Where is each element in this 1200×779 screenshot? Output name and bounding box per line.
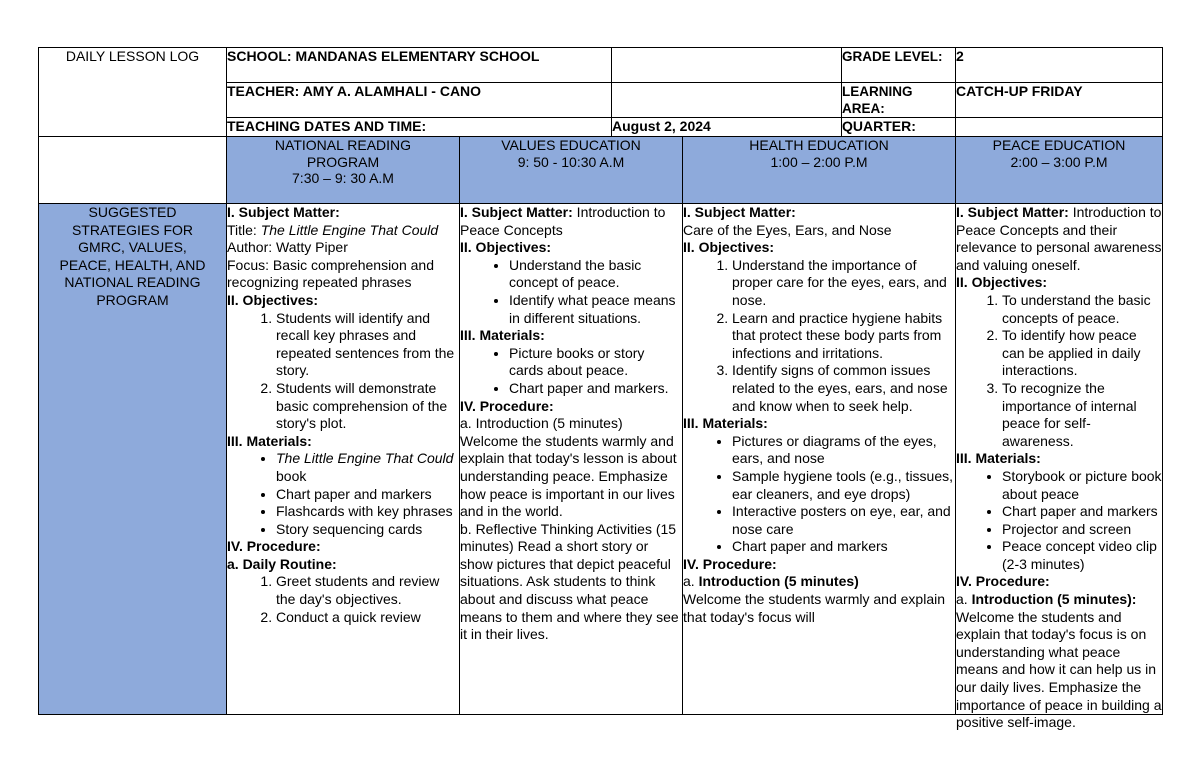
teaching-dates-value: August 2, 2024 <box>612 118 842 137</box>
list-item: 1. Students will identify and recall key phrases and repeated sentences from the story. <box>276 310 459 380</box>
health-plan-cell: I. Subject Matter: Care of the Eyes, Ears, and Nose II. Objectives: 1. Understand the importance of proper care for the eyes, ears, and nose. 2. Learn and practice hygiene habits that protect these body parts from infections and irritations. 3. Identify signs of common issues related to the eyes, ears, and nose and know when to seek help. III. Materials: • Pictures or diagrams of the eyes, ears, and nose • Sample hygiene tools (e.g., tissues, ear cleaners, and eye drops) • Interactive posters on eye, ear, and nose care • Chart paper and markers IV. Procedure: a. Introduction (5 minutes) Welcome the students warmly and explain that today's focus will <box>683 204 956 715</box>
list-item: • Identify what peace means in different situations. <box>509 292 682 327</box>
list-item: 2. Students will demonstrate basic comprehension of the story's plot. <box>276 380 459 433</box>
list-item: 3. To recognize the importance of internal peace for self-awareness. <box>1002 380 1162 450</box>
empty-corner-cell <box>39 137 227 204</box>
list-item: • Projector and screen <box>1002 521 1162 539</box>
list-item: • Peace concept video clip (2-3 minutes) <box>1002 538 1162 573</box>
lesson-log-sheet <box>38 47 1162 731</box>
list-item: • The Little Engine That Could book <box>276 450 459 485</box>
school-blank-cell <box>612 48 842 83</box>
list-item: 1. Greet students and review the day's objectives. <box>276 573 459 608</box>
learning-area-label: LEARNING AREA: <box>842 83 956 118</box>
reading-plan-cell: I. Subject Matter: Title: The Little Engine That Could Author: Watty Piper Focus: Basic comprehension and recognizing repeated phrases II. Objectives: 1. Students will identify and recall key phrases and repeated sentences from the story. 2. Students will demonstrate basic comprehension of the story's plot. III. Materials: • The Little Engine That Could book • Chart paper and markers • Flashcards with key phrases • Story sequencing cards IV. Procedure: a. Daily Routine: 1. Greet students and review the day's objectives. 2. Conduct a quick review <box>227 204 460 715</box>
quarter-value <box>956 118 1163 137</box>
list-item: • Picture books or story cards about peace. <box>509 345 682 380</box>
list-item: • Interactive posters on eye, ear, and nose care <box>732 503 955 538</box>
school-cell: SCHOOL: MANDANAS ELEMENTARY SCHOOL <box>227 48 612 83</box>
quarter-label: QUARTER: <box>842 118 956 137</box>
list-item: • Flashcards with key phrases <box>276 503 459 521</box>
list-item: 2. Learn and practice hygiene habits that protect these body parts from infections and irritations. <box>732 310 955 363</box>
daily-lesson-log-label: DAILY LESSON LOG <box>39 48 227 137</box>
teacher-blank-cell <box>612 83 842 118</box>
list-item: • Chart paper and markers. <box>509 380 682 398</box>
list-item: 2. Conduct a quick review <box>276 609 459 627</box>
list-item: • Story sequencing cards <box>276 521 459 539</box>
grade-level-label: GRADE LEVEL: <box>842 48 956 83</box>
list-item: • Understand the basic concept of peace. <box>509 257 682 292</box>
learning-area-value: CATCH-UP FRIDAY <box>956 83 1163 118</box>
list-item: • Chart paper and markers <box>1002 503 1162 521</box>
values-plan-cell: I. Subject Matter: Introduction to Peace Concepts II. Objectives: • Understand the basic concept of peace. • Identify what peace means in different situations. III. Materials: • Picture books or story cards about peace. • Chart paper and markers. IV. Procedure: a. Introduction (5 minutes) Welcome the students warmly and explain that today's lesson is about understanding peace. Emphasize how peace is important in our lives and in the world. b. Reflective Thinking Activities (15 minutes) Read a short story or show pictures that depict peaceful situations. Ask students to think about and discuss what peace means to them and where they see it in their lives. <box>460 204 683 715</box>
list-item: 1. Understand the importance of proper care for the eyes, ears, and nose. <box>732 257 955 310</box>
list-item: • Storybook or picture book about peace <box>1002 468 1162 503</box>
column-heading-reading: NATIONAL READING PROGRAM 7:30 – 9: 30 A.M <box>227 137 460 204</box>
column-heading-peace: PEACE EDUCATION 2:00 – 3:00 P.M <box>956 137 1163 204</box>
lesson-log-table <box>38 47 1163 731</box>
list-item: • Sample hygiene tools (e.g., tissues, ear cleaners, and eye drops) <box>732 468 955 503</box>
list-item: 3. Identify signs of common issues related to the eyes, ears, and nose and know when to seek help. <box>732 362 955 415</box>
list-item: • Chart paper and markers <box>276 486 459 504</box>
list-item: 2. To identify how peace can be applied in daily interactions. <box>1002 327 1162 380</box>
grade-level-value: 2 <box>956 48 1163 83</box>
list-item: • Pictures or diagrams of the eyes, ears, and nose <box>732 433 955 468</box>
teacher-cell: TEACHER: AMY A. ALAMHALI - CANO <box>227 83 612 118</box>
strategies-side-label: SUGGESTED STRATEGIES FOR GMRC, VALUES, PEACE, HEALTH, AND NATIONAL READING PROGRAM <box>39 204 227 715</box>
column-heading-values: VALUES EDUCATION 9: 50 - 10:30 A.M <box>460 137 683 204</box>
list-item: • Chart paper and markers <box>732 538 955 556</box>
list-item: 1. To understand the basic concepts of peace. <box>1002 292 1162 327</box>
teaching-dates-label: TEACHING DATES AND TIME: <box>227 118 612 137</box>
column-heading-health: HEALTH EDUCATION 1:00 – 2:00 P.M <box>683 137 956 204</box>
peace-plan-cell: I. Subject Matter: Introduction to Peace Concepts and their relevance to personal awareness and valuing oneself. II. Objectives: 1. To understand the basic concepts of peace. 2. To identify how peace can be applied in daily interactions. 3. To recognize the importance of internal peace for self-awareness. III. Materials: • Storybook or picture book about peace • Chart paper and markers • Projector and screen • Peace concept video clip (2-3 minutes) IV. Procedure: a. Introduction (5 minutes): Welcome the students and explain that today's focus is on understanding what peace means and how it can help us in our daily lives. Emphasize the importance of peace in building a positive self-image. <box>956 204 1163 715</box>
